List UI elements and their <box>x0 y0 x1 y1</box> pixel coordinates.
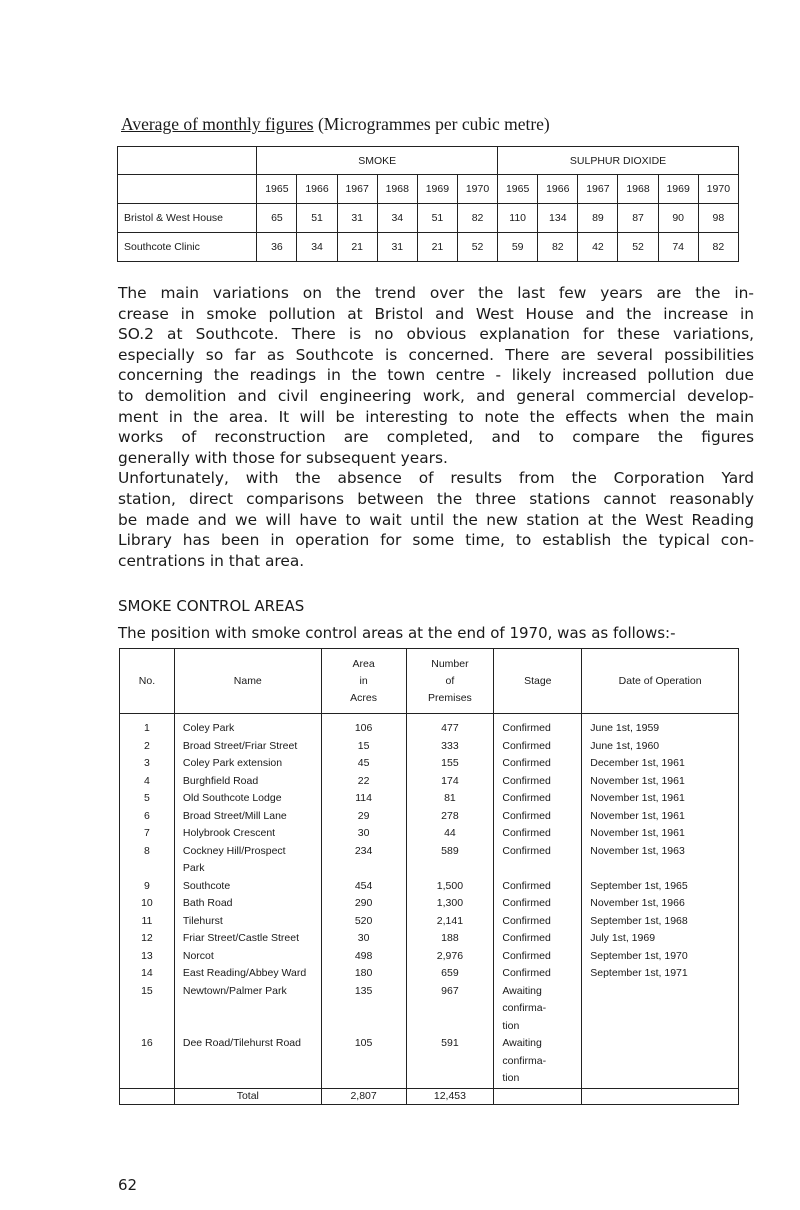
operation-date: July 1st, 1969 <box>582 930 739 948</box>
table-row <box>120 714 739 738</box>
area-name <box>174 808 321 826</box>
area-name-line: Coley Park extension <box>182 757 283 769</box>
years-row <box>118 175 739 204</box>
stage <box>494 738 582 756</box>
header-premises-line: Number <box>431 657 469 670</box>
operation-date: November 1st, 1963 <box>582 843 739 878</box>
table-row <box>120 773 739 791</box>
header-stage: Stage <box>494 649 582 714</box>
row-number: 15 <box>120 983 175 1036</box>
table-cell: 110 <box>498 204 538 233</box>
table-cell: 82 <box>457 204 497 233</box>
smoke-control-rows <box>120 714 739 1089</box>
stage-line: Confirmed <box>502 967 551 979</box>
table-row <box>120 1035 739 1088</box>
year-header: 1970 <box>698 175 738 204</box>
stage <box>494 843 582 878</box>
row-number: 8 <box>120 843 175 878</box>
table-row <box>120 825 739 843</box>
table-row <box>120 878 739 896</box>
table-row <box>120 913 739 931</box>
year-header: 1968 <box>377 175 417 204</box>
row-number: 14 <box>120 965 175 983</box>
row-label: Southcote Clinic <box>118 233 257 262</box>
stage-line: confirma- <box>502 1002 547 1014</box>
years-row-label <box>118 175 257 204</box>
table-row <box>120 948 739 966</box>
row-number: 13 <box>120 948 175 966</box>
area-name <box>174 790 321 808</box>
stage <box>494 714 582 738</box>
text-line: centrations in that area. <box>118 551 305 570</box>
stage <box>494 895 582 913</box>
row-number: 1 <box>120 714 175 738</box>
stage-line: Awaiting <box>502 1037 542 1049</box>
operation-date: September 1st, 1970 <box>582 948 739 966</box>
area-acres: 498 <box>321 948 406 966</box>
area-name-line: East Reading/Abbey Ward <box>182 967 307 979</box>
header-area-line: Acres <box>350 691 378 704</box>
premises-count: 81 <box>406 790 494 808</box>
area-name <box>174 755 321 773</box>
stage <box>494 773 582 791</box>
area-name-line: Holybrook Crescent <box>182 827 276 839</box>
area-name <box>174 714 321 738</box>
operation-date: June 1st, 1960 <box>582 738 739 756</box>
total-blank <box>494 1088 582 1104</box>
total-blank <box>582 1088 739 1104</box>
table-cell: 87 <box>618 204 658 233</box>
text-line: works of reconstruction are completed, and to compare the figures <box>118 428 754 447</box>
stage-line: Confirmed <box>502 897 551 909</box>
stage-line: Confirmed <box>502 739 551 752</box>
area-name-line: Bath Road <box>182 897 233 909</box>
total-premises: 12,453 <box>406 1088 494 1104</box>
premises-count: 967 <box>406 983 494 1036</box>
row-number: 4 <box>120 773 175 791</box>
text-line: be made and we will have to wait until the new station at the West Reading <box>118 510 754 529</box>
table-cell: 82 <box>698 233 738 262</box>
premises-count: 1,300 <box>406 895 494 913</box>
operation-date <box>582 983 739 1036</box>
area-acres: 30 <box>321 930 406 948</box>
stage-line: confirma- <box>502 1054 547 1067</box>
table-row <box>120 895 739 913</box>
area-name <box>174 843 321 878</box>
table-cell: 34 <box>377 204 417 233</box>
area-name-line: Broad Street/Mill Lane <box>182 809 287 822</box>
stage <box>494 948 582 966</box>
year-header: 1965 <box>498 175 538 204</box>
stage-line: Confirmed <box>502 914 551 927</box>
area-name-line: Broad Street/Friar Street <box>182 739 298 752</box>
area-name-line: Norcot <box>182 949 214 962</box>
premises-count: 278 <box>406 808 494 826</box>
stage-line: Awaiting <box>502 984 542 997</box>
area-name-line: Cockney Hill/Prospect <box>182 844 286 857</box>
table-cell: 74 <box>658 233 698 262</box>
text-line: to demolition and civil engineering work, and general commercial develop- <box>118 386 754 405</box>
section-title: SMOKE CONTROL AREAS <box>118 597 305 615</box>
premises-count: 2,141 <box>406 913 494 931</box>
year-header: 1969 <box>417 175 457 204</box>
table-cell: 51 <box>297 204 337 233</box>
group-header-smoke: SMOKE <box>257 147 498 175</box>
table-cell: 65 <box>257 204 297 233</box>
text-line: especially so far as Southcote is concerned. There are several possibilities <box>118 345 754 364</box>
stage <box>494 983 582 1036</box>
table-cell: 98 <box>698 204 738 233</box>
stage <box>494 808 582 826</box>
premises-count: 333 <box>406 738 494 756</box>
area-name <box>174 913 321 931</box>
table-cell: 31 <box>377 233 417 262</box>
stage-line: Confirmed <box>502 722 551 734</box>
row-label: Bristol & West House <box>118 204 257 233</box>
area-name <box>174 948 321 966</box>
header-area-line: in <box>359 674 368 687</box>
stage <box>494 965 582 983</box>
paragraph-1 <box>118 283 754 468</box>
stage-line: Confirmed <box>502 757 551 769</box>
header-premises <box>406 649 494 714</box>
intro-text: The position with smoke control areas at the end of 1970, was as follows:- <box>118 624 676 642</box>
total-row <box>120 1088 739 1104</box>
area-name <box>174 965 321 983</box>
table-cell: 36 <box>257 233 297 262</box>
table-row <box>120 790 739 808</box>
premises-count: 591 <box>406 1035 494 1088</box>
area-name-line: Dee Road/Tilehurst Road <box>182 1037 301 1049</box>
area-name-line: Old Southcote Lodge <box>182 792 282 804</box>
premises-count: 2,976 <box>406 948 494 966</box>
pollution-table <box>117 146 739 262</box>
header-premises-line: of <box>445 674 455 687</box>
smoke-control-table <box>119 648 739 1105</box>
total-label: Total <box>174 1088 321 1104</box>
year-header: 1967 <box>337 175 377 204</box>
year-header: 1967 <box>578 175 618 204</box>
area-name <box>174 1035 321 1088</box>
table-row <box>120 738 739 756</box>
table-cell: 21 <box>417 233 457 262</box>
year-header: 1965 <box>257 175 297 204</box>
table-cell: 31 <box>337 204 377 233</box>
operation-date: December 1st, 1961 <box>582 755 739 773</box>
text-line: ment in the area. It will be interesting to note the effects when the main <box>118 407 754 426</box>
row-number: 7 <box>120 825 175 843</box>
header-area-line: Area <box>352 657 375 670</box>
operation-date: November 1st, 1961 <box>582 808 739 826</box>
page-number: 62 <box>118 1176 138 1194</box>
area-acres: 15 <box>321 738 406 756</box>
header-name: Name <box>174 649 321 714</box>
operation-date: November 1st, 1961 <box>582 790 739 808</box>
area-acres: 106 <box>321 714 406 738</box>
total-area: 2,807 <box>321 1088 406 1104</box>
stage-line: Confirmed <box>502 792 551 804</box>
area-acres: 180 <box>321 965 406 983</box>
header-premises-line: Premises <box>428 691 472 704</box>
table-cell: 42 <box>578 233 618 262</box>
table-cell: 82 <box>538 233 578 262</box>
area-acres: 22 <box>321 773 406 791</box>
stage-line: Confirmed <box>502 932 551 944</box>
stage <box>494 930 582 948</box>
text-line: Unfortunately, with the absence of results from the Corporation Yard <box>118 469 754 488</box>
operation-date: September 1st, 1965 <box>582 878 739 896</box>
stage <box>494 878 582 896</box>
pollution-table-corner <box>118 147 257 175</box>
stage-line: Confirmed <box>502 827 551 839</box>
text-line: crease in smoke pollution at Bristol and West House and the increase in <box>118 304 754 323</box>
area-name-line: Friar Street/Castle Street <box>182 932 299 944</box>
header-no: No. <box>120 649 175 714</box>
year-header: 1968 <box>618 175 658 204</box>
area-acres: 45 <box>321 755 406 773</box>
table-cell: 21 <box>337 233 377 262</box>
total-blank <box>120 1088 175 1104</box>
operation-date: June 1st, 1959 <box>582 714 739 738</box>
area-name <box>174 930 321 948</box>
area-acres: 114 <box>321 790 406 808</box>
table-cell: 34 <box>297 233 337 262</box>
group-header-so2: SULPHUR DIOXIDE <box>498 147 739 175</box>
text-line: SO.2 at Southcote. There is no obvious explanation for these variations, <box>118 325 754 344</box>
area-name <box>174 738 321 756</box>
premises-count: 44 <box>406 825 494 843</box>
area-name-line: Newtown/Palmer Park <box>182 984 287 997</box>
table-row <box>120 983 739 1036</box>
row-number: 16 <box>120 1035 175 1088</box>
stage <box>494 755 582 773</box>
premises-count: 477 <box>406 714 494 738</box>
stage-line: tion <box>502 1019 520 1032</box>
table-cell: 134 <box>538 204 578 233</box>
table-row <box>120 965 739 983</box>
paragraph-2 <box>118 468 754 571</box>
stage <box>494 790 582 808</box>
page-heading <box>121 114 550 135</box>
area-name <box>174 983 321 1036</box>
stage <box>494 825 582 843</box>
stage-line: Confirmed <box>502 774 551 787</box>
text-line: station, direct comparisons between the three stations cannot reasonably <box>118 489 754 508</box>
row-number: 3 <box>120 755 175 773</box>
area-acres: 30 <box>321 825 406 843</box>
row-number: 5 <box>120 790 175 808</box>
row-number: 2 <box>120 738 175 756</box>
heading-underlined: Average of monthly figures <box>121 114 314 134</box>
table-cell: 51 <box>417 204 457 233</box>
operation-date: November 1st, 1966 <box>582 895 739 913</box>
operation-date <box>582 1035 739 1088</box>
area-name-line: Tilehurst <box>182 914 223 927</box>
stage-line: Confirmed <box>502 844 551 857</box>
year-header: 1966 <box>538 175 578 204</box>
body-text <box>118 283 754 571</box>
text-line: Library has been in operation for some time, to establish the typical con- <box>118 531 754 550</box>
table-cell: 52 <box>618 233 658 262</box>
table-row <box>120 843 739 878</box>
premises-count: 174 <box>406 773 494 791</box>
operation-date: September 1st, 1968 <box>582 913 739 931</box>
premises-count: 188 <box>406 930 494 948</box>
table-cell: 52 <box>457 233 497 262</box>
premises-count: 659 <box>406 965 494 983</box>
premises-count: 1,500 <box>406 878 494 896</box>
header-row <box>120 649 739 714</box>
year-header: 1969 <box>658 175 698 204</box>
text-line: The main variations on the trend over the last few years are the in- <box>118 284 754 302</box>
area-acres: 105 <box>321 1035 406 1088</box>
heading-rest: (Microgrammes per cubic metre) <box>313 114 550 134</box>
area-acres: 234 <box>321 843 406 878</box>
area-name-line: Burghfield Road <box>182 774 259 787</box>
year-header: 1970 <box>457 175 497 204</box>
row-number: 12 <box>120 930 175 948</box>
premises-count: 589 <box>406 843 494 878</box>
stage-line: Confirmed <box>502 949 551 962</box>
table-row <box>120 930 739 948</box>
table-cell: 89 <box>578 204 618 233</box>
year-header: 1966 <box>297 175 337 204</box>
area-name <box>174 825 321 843</box>
table-cell: 90 <box>658 204 698 233</box>
stage <box>494 913 582 931</box>
table-row <box>120 755 739 773</box>
area-acres: 290 <box>321 895 406 913</box>
area-name <box>174 878 321 896</box>
row-number: 6 <box>120 808 175 826</box>
area-acres: 454 <box>321 878 406 896</box>
area-name-line: Park <box>182 862 205 874</box>
row-number: 9 <box>120 878 175 896</box>
header-date: Date of Operation <box>582 649 739 714</box>
text-line: concerning the readings in the town centre - likely increased pollution due <box>118 366 754 385</box>
area-acres: 135 <box>321 983 406 1036</box>
area-name-line: Southcote <box>182 879 231 892</box>
area-name-line: Coley Park <box>182 722 235 734</box>
text-line: generally with those for subsequent years. <box>118 448 448 467</box>
area-acres: 520 <box>321 913 406 931</box>
area-name <box>174 773 321 791</box>
stage-line: Confirmed <box>502 879 551 892</box>
row-number: 10 <box>120 895 175 913</box>
header-area <box>321 649 406 714</box>
operation-date: November 1st, 1961 <box>582 773 739 791</box>
area-name <box>174 895 321 913</box>
area-acres: 29 <box>321 808 406 826</box>
table-cell: 59 <box>498 233 538 262</box>
operation-date: November 1st, 1961 <box>582 825 739 843</box>
stage <box>494 1035 582 1088</box>
operation-date: September 1st, 1971 <box>582 965 739 983</box>
stage-line: tion <box>502 1072 520 1084</box>
table-row <box>118 204 739 233</box>
stage-line: Confirmed <box>502 809 551 822</box>
table-row <box>120 808 739 826</box>
row-number: 11 <box>120 913 175 931</box>
premises-count: 155 <box>406 755 494 773</box>
table-row <box>118 233 739 262</box>
